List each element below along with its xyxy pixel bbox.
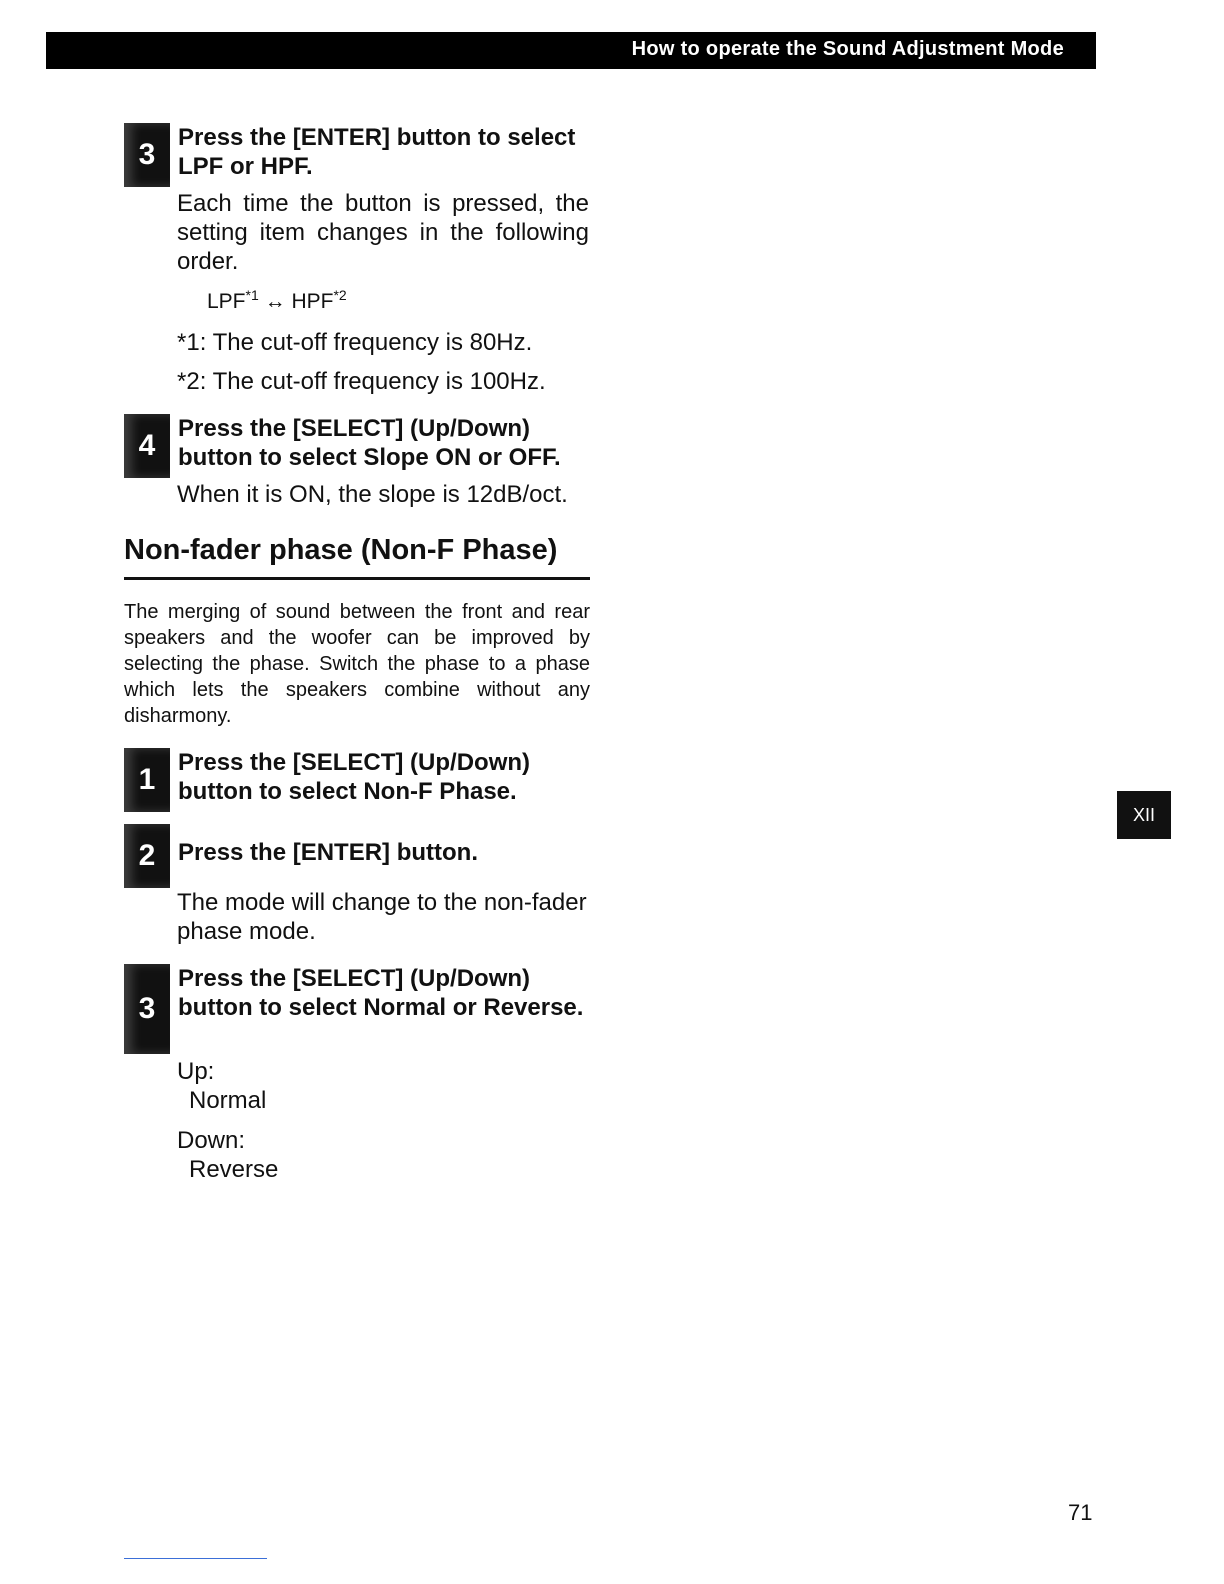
footnote: *2: The cut-off frequency is 100Hz. bbox=[177, 368, 546, 395]
step-title: Press the [SELECT] (Up/Down) button to select Slope ON or OFF. bbox=[178, 415, 561, 471]
step-title: Press the [ENTER] button to select LPF or HPF. bbox=[178, 124, 576, 180]
step-number-badge: 3 bbox=[124, 123, 170, 187]
section-title: Non-fader phase (Non-F Phase) bbox=[124, 534, 558, 566]
chapter-tab: XII bbox=[1117, 791, 1171, 839]
header-title: How to operate the Sound Adjustment Mode bbox=[631, 38, 1064, 60]
step-description: When it is ON, the slope is 12dB/oct. bbox=[177, 481, 568, 508]
step-number-badge: 4 bbox=[124, 414, 170, 478]
step-title: Press the [ENTER] button. bbox=[178, 839, 479, 866]
option-label: Down: bbox=[177, 1127, 246, 1154]
step-description: The mode will change to the non-fader phase mode. bbox=[177, 889, 587, 945]
sequence-lpf-note: *1 bbox=[245, 287, 259, 303]
order-sequence bbox=[207, 287, 619, 316]
step-description: Each time the button is pressed, the setting item changes in the following order. bbox=[177, 190, 589, 275]
header-bar bbox=[46, 32, 1096, 69]
section-divider bbox=[124, 577, 590, 580]
option-label: Up: bbox=[177, 1058, 215, 1085]
step-title: Press the [SELECT] (Up/Down) button to select Normal or Reverse. bbox=[178, 965, 584, 1021]
bidirectional-arrow-icon: ↔ bbox=[264, 290, 286, 313]
step-number-badge: 1 bbox=[124, 748, 170, 812]
step-number-badge: 3 bbox=[124, 964, 170, 1054]
footnote: *1: The cut-off frequency is 80Hz. bbox=[177, 329, 533, 356]
option-value: Reverse bbox=[189, 1156, 279, 1183]
page-number: 71 bbox=[1068, 1500, 1093, 1525]
option-value: Normal bbox=[189, 1087, 267, 1114]
sequence-hpf-note: *2 bbox=[333, 287, 347, 303]
bottom-rule bbox=[124, 1558, 267, 1559]
sequence-hpf: HPF bbox=[291, 290, 334, 313]
step-title: Press the [SELECT] (Up/Down) button to select Non-F Phase. bbox=[178, 749, 531, 805]
step-number-badge: 2 bbox=[124, 824, 170, 888]
sequence-lpf: LPF bbox=[207, 290, 246, 313]
section-intro: The merging of sound between the front and rear speakers and the woofer can be improved by selecting the phase. Switch the phase to a phase which lets the speakers combine without any disharmony. bbox=[124, 601, 590, 727]
